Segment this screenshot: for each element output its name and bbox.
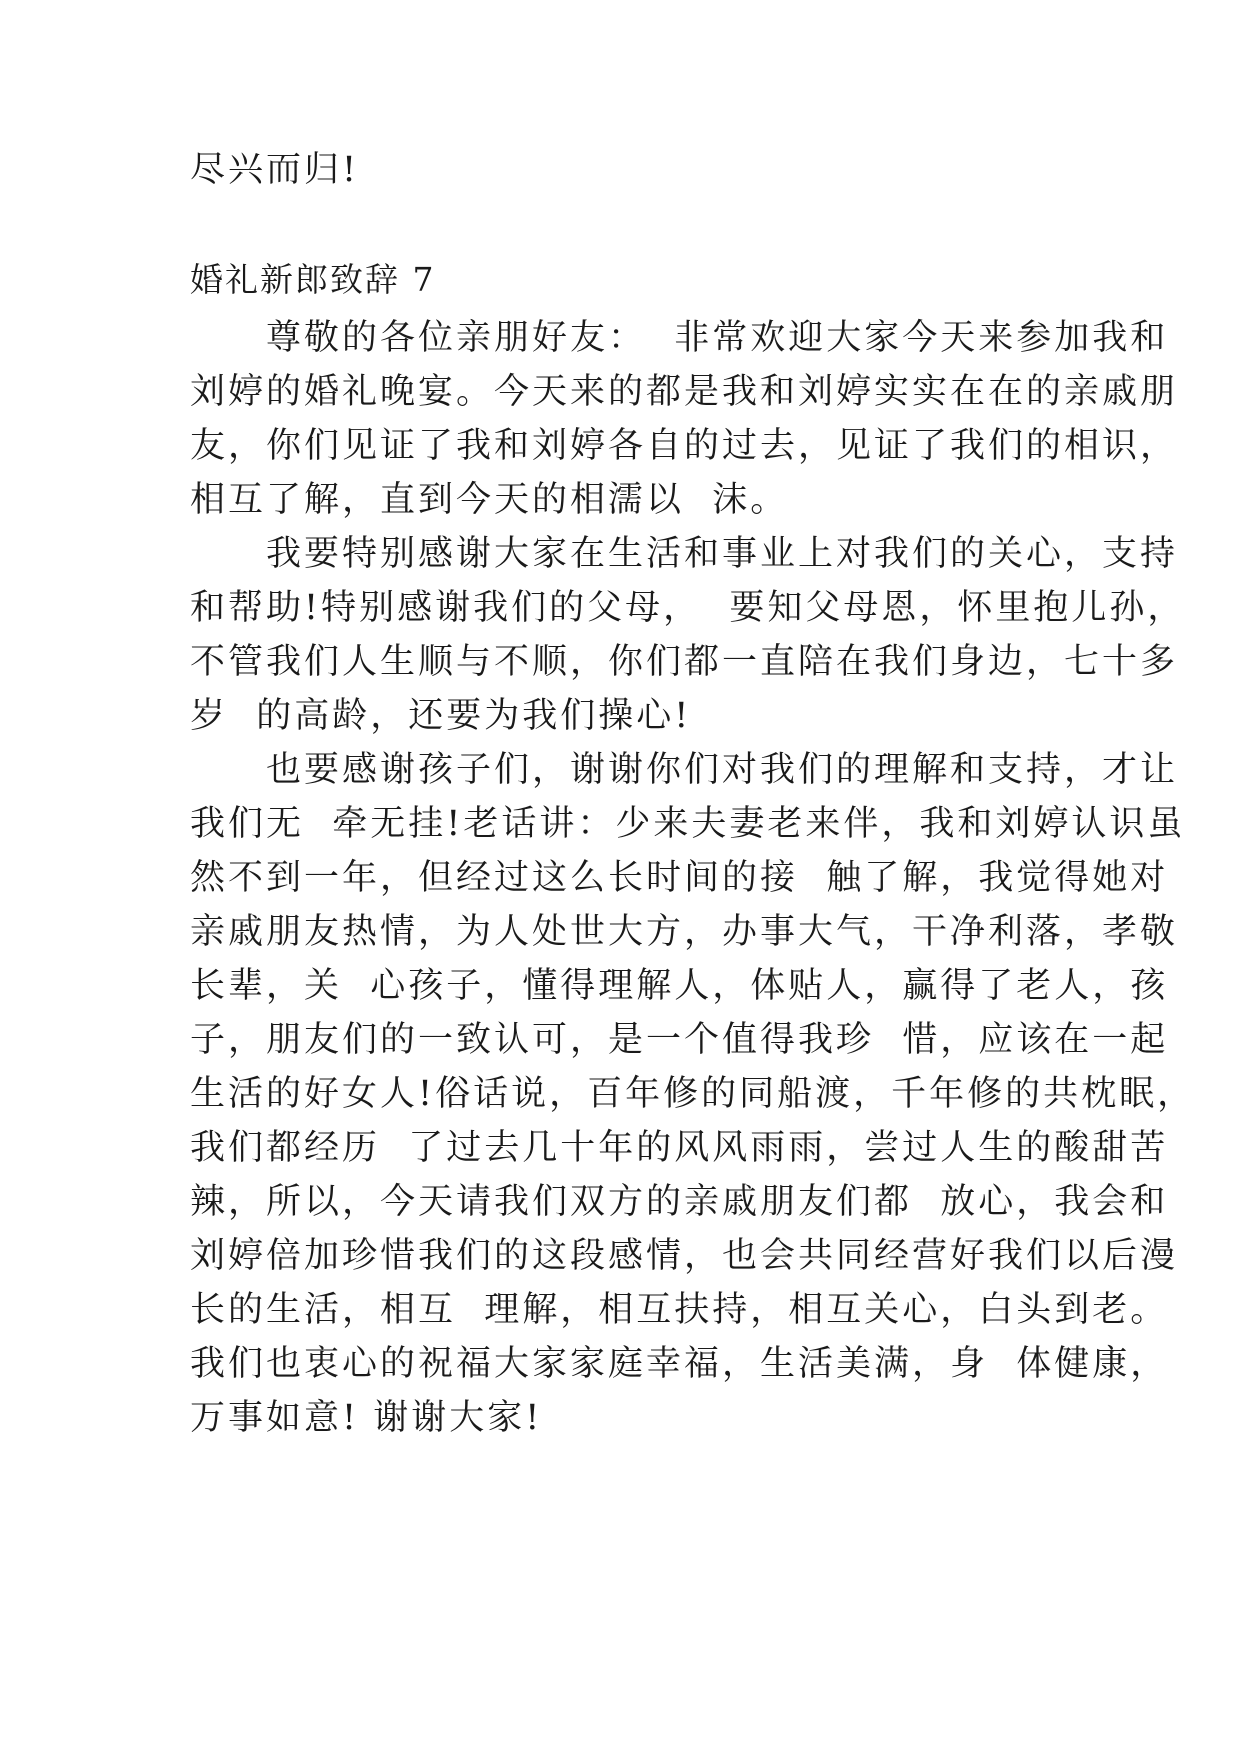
paragraph-line: 也要感谢孩子们，谢谢你们对我们的理解和支持，才让 — [190, 750, 1179, 790]
paragraph-line: 尊敬的各位亲朋好友： 非常欢迎大家今天来参加我和 — [190, 318, 1169, 358]
paragraph-line: 子，朋友们的一致认可，是一个值得我珍 惜，应该在一起 — [190, 1020, 1169, 1060]
paragraph-line: 长的生活，相互 理解，相互扶持，相互关心，白头到老。 — [190, 1290, 1169, 1330]
paragraph-line: 岁 的高龄，还要为我们操心! — [190, 696, 692, 736]
paragraph-line: 然不到一年，但经过这么长时间的接 触了解，我觉得她对 — [190, 858, 1169, 898]
paragraph-line: 不管我们人生顺与不顺，你们都一直陪在我们身边，七十多 — [190, 642, 1179, 682]
paragraph-line: 刘婷的婚礼晚宴。今天来的都是我和刘婷实实在在的亲戚朋 — [190, 372, 1179, 412]
paragraph-line: 生活的好女人!俗话说，百年修的同船渡，千年修的共枕眠， — [190, 1074, 1196, 1114]
paragraph-line: 我们也衷心的祝福大家家庭幸福，生活美满，身 体健康， — [190, 1344, 1169, 1384]
paragraph-line: 亲戚朋友热情，为人处世大方，办事大气，干净利落，孝敬 — [190, 912, 1179, 952]
paragraph-line: 我们无 牵无挂!老话讲：少来夫妻老来伴，我和刘婷认识虽 — [190, 804, 1186, 844]
section-title: 婚礼新郎致辞 7 — [190, 260, 436, 299]
paragraph-line: 友，你们见证了我和刘婷各自的过去，见证了我们的相识， — [190, 426, 1179, 466]
paragraph-line: 相互了解，直到今天的相濡以 沫。 — [190, 480, 789, 520]
continuation-line: 尽兴而归! — [190, 150, 360, 190]
paragraph-line: 长辈，关 心孩子，懂得理解人，体贴人，赢得了老人，孩 — [190, 966, 1169, 1006]
paragraph-line: 辣，所以，今天请我们双方的亲戚朋友们都 放心，我会和 — [190, 1182, 1169, 1222]
paragraph-line: 和帮助!特别感谢我们的父母， 要知父母恩，怀里抱儿孙， — [190, 588, 1186, 628]
paragraph-line: 刘婷倍加珍惜我们的这段感情，也会共同经营好我们以后漫 — [190, 1236, 1179, 1276]
paragraph-line: 我要特别感谢大家在生活和事业上对我们的关心，支持 — [190, 534, 1179, 574]
paragraph-line: 我们都经历 了过去几十年的风风雨雨，尝过人生的酸甜苦 — [190, 1128, 1169, 1168]
paragraph-line: 万事如意! 谢谢大家! — [190, 1398, 543, 1438]
